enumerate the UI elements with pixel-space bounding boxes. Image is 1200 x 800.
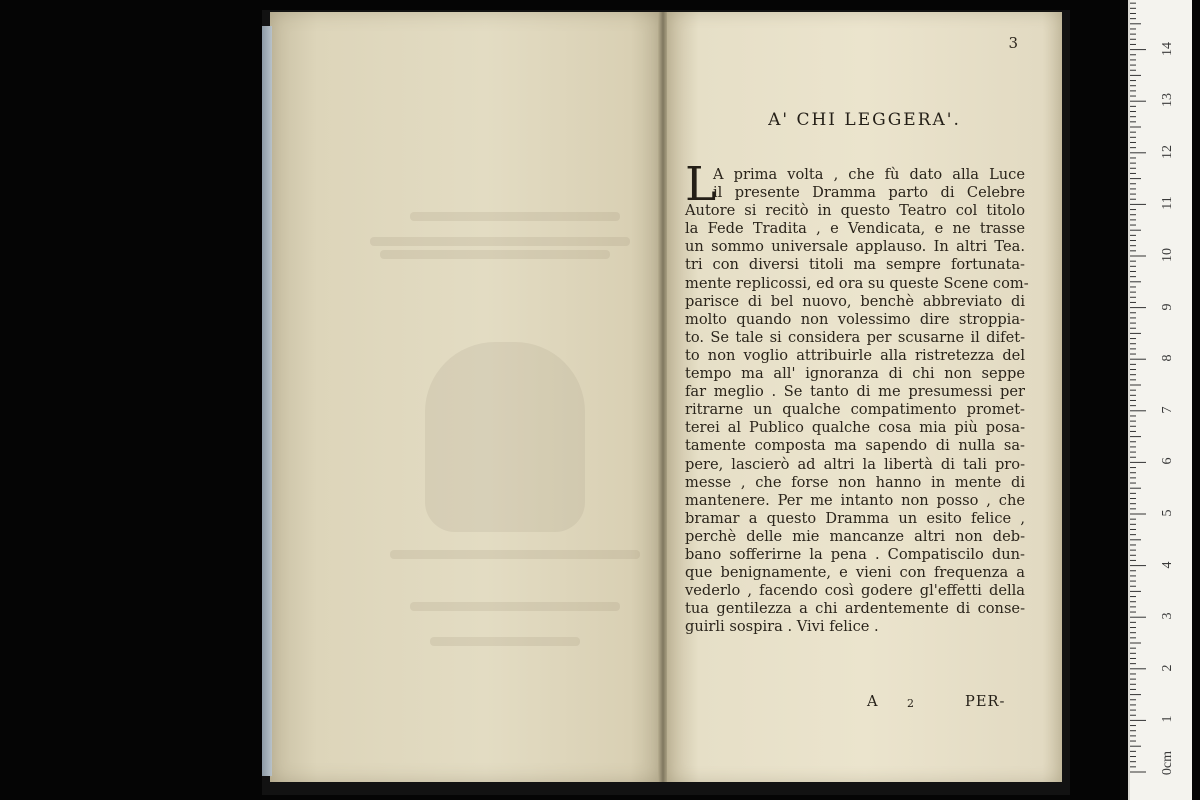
ruler-number-label: 14 (1160, 41, 1175, 56)
text-line: tamente composta ma sapendo di nulla sa- (685, 437, 1025, 455)
catchword: PER- (965, 693, 1006, 710)
text-line: to. Se tale si considera per scusarne il difet- (685, 328, 1025, 346)
page-number: 3 (1008, 34, 1018, 52)
library-stamp-show-through (425, 342, 585, 532)
text-line: Autore si recitò in questo Teatro col titolo (685, 202, 1025, 220)
text-line: bramar a questo Dramma un esito felice , (685, 509, 1025, 527)
left-page-verso (270, 12, 662, 782)
signature-number: 2 (907, 697, 914, 710)
text-line: terei al Publico qualche cosa mia più posa- (685, 419, 1025, 437)
text-line: perchè delle mie mancanze altri non deb- (685, 527, 1025, 545)
text-line: tempo ma all' ignoranza di chi non seppe (685, 365, 1025, 383)
ruler-number-label: 6 (1160, 457, 1175, 465)
ruler-number-label: 10 (1160, 248, 1175, 262)
text-line: un sommo universale applauso. In altri Tea. (685, 238, 1025, 256)
ruler-number-label: 9 (1160, 303, 1175, 311)
signature-mark: A (867, 693, 881, 710)
ruler-number-label: 7 (1160, 406, 1175, 414)
right-page-recto (667, 12, 1062, 782)
open-book (270, 12, 1062, 782)
text-line: que benignamente, e vieni con frequenza a (685, 564, 1025, 582)
page-heading: A' CHI LEGGERA'. (768, 110, 961, 130)
text-line: guirli sospira . Vivi felice . (685, 618, 879, 636)
text-line: il presente Dramma parto di Celebre (713, 184, 1025, 202)
text-line: A prima volta , che fù dato alla Luce (713, 166, 1025, 183)
text-line: to non voglio attribuirle alla ristretezza del (685, 346, 1025, 364)
page-footer (867, 693, 1027, 713)
text-line: mente replicossi, ed ora su queste Scene com- (685, 274, 1029, 292)
ruler-number-label: 3 (1160, 612, 1175, 620)
text-line: tri con diversi titoli ma sempre fortunata- (685, 256, 1025, 274)
ruler-number-label: 1 (1160, 715, 1175, 723)
text-line: tua gentilezza a chi ardentemente di conse- (685, 600, 1025, 618)
ruler-number-label: 11 (1160, 196, 1175, 211)
text-line: la Fede Tradita , e Vendicata, e ne trasse (685, 220, 1025, 238)
text-line: far meglio . Se tanto di me presumessi per (685, 383, 1025, 401)
ruler-number-label: 12 (1160, 144, 1175, 159)
text-line: ritrarne un qualche compatimento promet- (685, 401, 1025, 419)
show-through-text (330, 72, 660, 672)
text-line: pere, lascierò ad altri la libertà di tali pro- (685, 455, 1025, 473)
text-line: parisce di bel nuovo, benchè abbreviato di (685, 292, 1025, 310)
text-line: molto quando non volessimo dire stroppia- (685, 310, 1025, 328)
text-line: mantenere. Per me intanto non posso , che (685, 491, 1025, 509)
ruler-number-label: 4 (1160, 561, 1175, 569)
ruler-number-label: 13 (1160, 93, 1175, 108)
ruler-unit-label: 0cm (1160, 750, 1175, 776)
text-line: messe , che forse non hanno in mente di (685, 473, 1025, 491)
text-line: vederlo , facendo così godere gl'effetti della (685, 582, 1025, 600)
ruler-number-label: 2 (1160, 664, 1175, 672)
drop-cap: L (685, 157, 717, 212)
text-line: bano sofferirne la pena . Compatiscilo dun- (685, 545, 1025, 563)
ruler-number-label: 5 (1160, 509, 1175, 517)
preface-text (685, 157, 1029, 636)
ruler-number-label: 8 (1160, 354, 1175, 362)
measurement-ruler (1128, 0, 1192, 800)
